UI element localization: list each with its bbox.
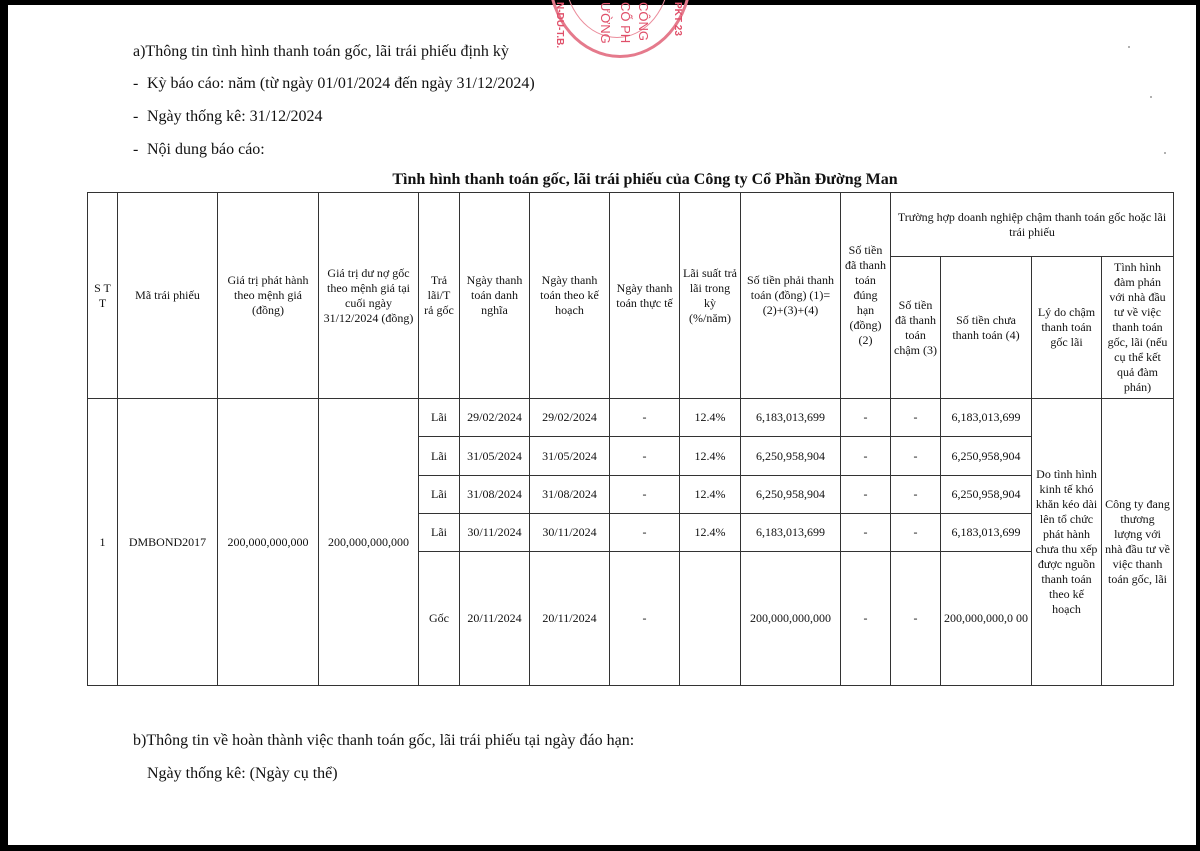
header-negotiation: Tình hình đàm phán với nhà đầu tư về việc thanh toán gốc, lãi (nếu cụ thể kết quả đàm phán): [1102, 257, 1174, 399]
report-content-label: Nội dung báo cáo:: [147, 141, 265, 158]
actual-date-cell: -: [610, 475, 680, 513]
actual-date-cell: -: [610, 551, 680, 685]
payment-type-cell: Gốc: [419, 551, 460, 685]
bond-payment-table: [87, 192, 1174, 686]
paid-on-time-cell: -: [841, 551, 891, 685]
payment-type-cell: Lãi: [419, 399, 460, 437]
interest-rate-cell: 12.4%: [680, 513, 741, 551]
statistic-date: Ngày thống kê: 31/12/2024: [147, 108, 323, 125]
interest-rate-cell: 12.4%: [680, 437, 741, 475]
nominal-date-cell: 30/11/2024: [460, 513, 530, 551]
payable-cell: 6,183,013,699: [741, 513, 841, 551]
seal-text-5: PKT 23: [672, 2, 683, 36]
interest-rate-cell: [680, 551, 741, 685]
face-value-cell: 200,000,000,000: [218, 399, 319, 686]
bullet-dash: -: [133, 108, 139, 125]
unpaid-cell: 6,183,013,699: [941, 513, 1032, 551]
header-payable: Số tiền phải thanh toán (đồng) (1)=(2)+(3)+(4): [741, 193, 841, 399]
header-interest-rate: Lãi suất trả lãi trong kỳ (%/năm): [680, 193, 741, 399]
table-title: Tình hình thanh toán gốc, lãi trái phiếu của Công ty Cổ Phần Đường Man: [392, 171, 898, 188]
header-late-group: Trường hợp doanh nghiệp chậm thanh toán gốc hoặc lãi trái phiếu: [891, 193, 1174, 257]
nominal-date-cell: 29/02/2024: [460, 399, 530, 437]
payable-cell: 200,000,000,000: [741, 551, 841, 685]
seal-text-2: CỔ PH: [618, 2, 633, 44]
section-a-heading: a)Thông tin tình hình thanh toán gốc, lãi trái phiếu định kỳ: [133, 43, 509, 60]
unpaid-cell: 6,250,958,904: [941, 475, 1032, 513]
plan-date-cell: 31/05/2024: [530, 437, 610, 475]
header-nominal-date: Ngày thanh toán danh nghĩa: [460, 193, 530, 399]
header-unpaid: Số tiền chưa thanh toán (4): [941, 257, 1032, 399]
header-paid-late: Số tiền đã thanh toán chậm (3): [891, 257, 941, 399]
bullet-dash: -: [133, 141, 139, 158]
scan-border-right: [1196, 0, 1200, 851]
payment-type-cell: Lãi: [419, 437, 460, 475]
scan-speck: [1164, 152, 1166, 154]
header-bond-code: Mã trái phiếu: [118, 193, 218, 399]
scan-border-bottom: [0, 845, 1200, 851]
plan-date-cell: 30/11/2024: [530, 513, 610, 551]
report-period: Kỳ báo cáo: năm (từ ngày 01/01/2024 đến ngày 31/12/2024): [147, 75, 535, 92]
bullet-dash: -: [133, 75, 139, 92]
scan-speck: [1150, 96, 1152, 98]
table-row: [88, 399, 1174, 437]
plan-date-cell: 20/11/2024: [530, 551, 610, 685]
header-outstanding: Giá trị dư nợ gốc theo mệnh giá tại cuối ngày 31/12/2024 (đồng): [319, 193, 419, 399]
section-b-statistic-date: Ngày thống kê: (Ngày cụ thể): [147, 765, 338, 782]
interest-rate-cell: 12.4%: [680, 399, 741, 437]
payable-cell: 6,250,958,904: [741, 475, 841, 513]
section-b-heading: b)Thông tin về hoàn thành việc thanh toán gốc, lãi trái phiếu tại ngày đáo hạn:: [133, 732, 635, 749]
paid-late-cell: -: [891, 551, 941, 685]
paid-late-cell: -: [891, 399, 941, 437]
paid-late-cell: -: [891, 437, 941, 475]
paid-on-time-cell: -: [841, 513, 891, 551]
header-actual-date: Ngày thanh toán thực tế: [610, 193, 680, 399]
nominal-date-cell: 31/08/2024: [460, 475, 530, 513]
paid-on-time-cell: -: [841, 475, 891, 513]
actual-date-cell: -: [610, 437, 680, 475]
payable-cell: 6,250,958,904: [741, 437, 841, 475]
paid-on-time-cell: -: [841, 437, 891, 475]
header-paid-on-time: Số tiền đã thanh toán đúng hạn (đồng) (2): [841, 193, 891, 399]
plan-date-cell: 31/08/2024: [530, 475, 610, 513]
payment-type-cell: Lãi: [419, 513, 460, 551]
unpaid-cell: 200,000,000,0 00: [941, 551, 1032, 685]
company-seal-stamp: [540, 0, 692, 58]
paid-on-time-cell: -: [841, 399, 891, 437]
header-plan-date: Ngày thanh toán theo kế hoạch: [530, 193, 610, 399]
stt-cell: 1: [88, 399, 118, 686]
seal-text-4: N-DU-T.B.: [554, 2, 565, 49]
actual-date-cell: -: [610, 513, 680, 551]
header-face-value: Giá trị phát hành theo mệnh giá (đồng): [218, 193, 319, 399]
seal-text-1: CÔNG: [636, 2, 651, 41]
nominal-date-cell: 20/11/2024: [460, 551, 530, 685]
seal-text-3: ƯỜNG: [598, 2, 613, 44]
negotiation-cell: Công ty đang thương lượng với nhà đầu tư về việc thanh toán gốc, lãi: [1102, 399, 1174, 686]
plan-date-cell: 29/02/2024: [530, 399, 610, 437]
outstanding-cell: 200,000,000,000: [319, 399, 419, 686]
header-row: [88, 193, 1174, 257]
unpaid-cell: 6,183,013,699: [941, 399, 1032, 437]
bond-code-cell: DMBOND2017: [118, 399, 218, 686]
payment-type-cell: Lãi: [419, 475, 460, 513]
unpaid-cell: 6,250,958,904: [941, 437, 1032, 475]
header-payment-type: Trả lãi/T rả gốc: [419, 193, 460, 399]
scan-border-left: [0, 0, 8, 851]
reason-cell: Do tình hình kinh tế khó khăn kéo dài lên tổ chức phát hành chưa thu xếp được nguồn thanh toán theo kế hoạch: [1032, 399, 1102, 686]
header-reason: Lý do chậm thanh toán gốc lãi: [1032, 257, 1102, 399]
nominal-date-cell: 31/05/2024: [460, 437, 530, 475]
actual-date-cell: -: [610, 399, 680, 437]
payable-cell: 6,183,013,699: [741, 399, 841, 437]
scan-speck: [1128, 46, 1130, 48]
paid-late-cell: -: [891, 513, 941, 551]
paid-late-cell: -: [891, 475, 941, 513]
interest-rate-cell: 12.4%: [680, 475, 741, 513]
header-stt: S T T: [88, 193, 118, 399]
